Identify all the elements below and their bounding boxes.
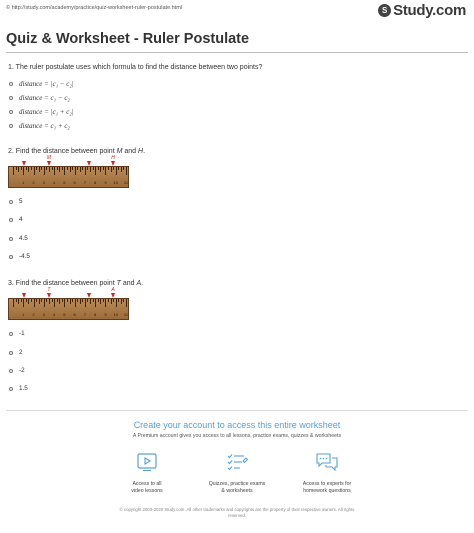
ruler-tick bbox=[108, 167, 109, 170]
ruler-tick bbox=[85, 167, 86, 175]
logo-icon: S bbox=[378, 4, 391, 17]
ruler-tick bbox=[26, 167, 27, 170]
ruler-tick bbox=[31, 167, 32, 170]
ruler-tick bbox=[18, 167, 19, 172]
option-label: 4.5 bbox=[19, 235, 28, 242]
page-url: © http://study.com/academy/practice/quiz-worksheet-ruler-postulate.html bbox=[6, 5, 183, 11]
ruler-tick bbox=[90, 167, 91, 172]
point-marker bbox=[22, 293, 26, 298]
ruler-tick bbox=[121, 299, 122, 304]
copyright-line: © copyright 2003-2020 Study.com. All other trademarks and copyrights are the property of their respective owners. All rights bbox=[119, 507, 355, 512]
question-text: The ruler postulate uses which formula to find the distance between two points? bbox=[15, 64, 263, 71]
point-label: M bbox=[46, 155, 52, 161]
ruler-tick bbox=[95, 167, 96, 175]
ruler-tick bbox=[59, 167, 60, 172]
ruler-tick bbox=[80, 299, 81, 304]
ruler-tick bbox=[52, 167, 53, 170]
ruler-tick bbox=[62, 167, 63, 170]
radio-button[interactable] bbox=[9, 351, 13, 355]
ruler-tick bbox=[67, 299, 68, 302]
ruler-tick bbox=[28, 299, 29, 304]
ruler-tick bbox=[39, 299, 40, 304]
ruler-tick bbox=[108, 299, 109, 302]
q3-option-1[interactable] bbox=[9, 330, 25, 337]
point-label: T bbox=[47, 287, 51, 293]
ruler-tick bbox=[100, 299, 101, 304]
ruler-number: 10 bbox=[113, 180, 118, 185]
create-account-link[interactable]: Create your account to access this entire worksheet bbox=[133, 420, 341, 430]
radio-button[interactable] bbox=[9, 369, 13, 373]
ruler-tick bbox=[111, 167, 112, 172]
ruler-tick bbox=[118, 299, 119, 302]
ruler-tick bbox=[62, 299, 63, 302]
option-label: distance = c₁ + c₂ bbox=[19, 122, 70, 130]
ruler-tick bbox=[34, 167, 35, 175]
ruler-tick bbox=[105, 167, 106, 175]
question-number: 2. bbox=[8, 148, 14, 155]
video-icon bbox=[135, 452, 159, 472]
checklist-icon bbox=[225, 452, 249, 472]
point-a: T bbox=[116, 280, 121, 287]
ruler-tick bbox=[72, 167, 73, 170]
ruler-number: 7 bbox=[83, 180, 87, 185]
ruler-tick bbox=[82, 167, 83, 170]
q1-option-3[interactable] bbox=[9, 108, 74, 116]
ruler-number: 8 bbox=[94, 180, 97, 185]
ruler-number: 11 bbox=[123, 312, 129, 317]
ruler-tick bbox=[49, 299, 50, 304]
q1-option-2[interactable] bbox=[9, 94, 70, 102]
ruler-tick bbox=[105, 299, 106, 307]
option-label: -2 bbox=[19, 367, 25, 374]
ruler-number: 6 bbox=[73, 180, 76, 185]
ruler-tick bbox=[126, 299, 127, 307]
question-2 bbox=[8, 148, 145, 155]
ruler-tick bbox=[70, 167, 71, 172]
ruler-tick bbox=[64, 299, 65, 307]
question-text: . bbox=[141, 280, 144, 287]
title-divider bbox=[6, 52, 468, 53]
point-marker bbox=[87, 161, 91, 166]
ruler-number: 4 bbox=[52, 312, 56, 317]
radio-button[interactable] bbox=[9, 110, 13, 114]
ruler-number: 1 bbox=[22, 180, 25, 185]
ruler-tick bbox=[116, 299, 117, 307]
ruler-tick bbox=[57, 167, 58, 170]
ruler-tick bbox=[103, 299, 104, 302]
ruler-tick bbox=[87, 167, 88, 170]
ruler-tick bbox=[123, 299, 124, 302]
ruler-number: 2 bbox=[32, 180, 35, 185]
feature-label: Access to all bbox=[132, 481, 162, 487]
feature-video-lessons bbox=[97, 452, 197, 495]
footer-divider bbox=[6, 410, 468, 411]
ruler-image bbox=[8, 287, 129, 320]
ruler-number: 2 bbox=[32, 312, 35, 317]
ruler-tick bbox=[100, 167, 101, 172]
ruler-number: 8 bbox=[94, 312, 97, 317]
ruler-tick bbox=[34, 299, 35, 307]
ruler-tick bbox=[64, 167, 65, 175]
ruler-tick bbox=[93, 299, 94, 302]
question-text: Find the distance between point bbox=[15, 280, 117, 287]
ruler-tick bbox=[36, 299, 37, 302]
question-text: Find the distance between point bbox=[15, 148, 117, 155]
feature-experts bbox=[277, 452, 377, 495]
ruler-tick bbox=[59, 299, 60, 304]
ruler-tick bbox=[41, 167, 42, 170]
ruler-number: 9 bbox=[104, 180, 107, 185]
option-label: 5 bbox=[19, 198, 23, 205]
ruler-tick bbox=[49, 167, 50, 172]
option-label: distance = |c₁ − c₂| bbox=[19, 80, 74, 88]
q1-option-4[interactable] bbox=[9, 122, 70, 130]
ruler-tick bbox=[75, 299, 76, 307]
point-marker bbox=[111, 161, 115, 166]
ruler-tick bbox=[121, 167, 122, 172]
ruler-tick bbox=[116, 167, 117, 175]
ruler-tick bbox=[126, 167, 127, 175]
ruler-number: 5 bbox=[63, 180, 66, 185]
question-number: 3. bbox=[8, 280, 14, 287]
point-marker bbox=[47, 293, 51, 298]
radio-button[interactable] bbox=[9, 82, 13, 86]
feature-label: & worksheets bbox=[221, 488, 253, 494]
ruler-tick bbox=[98, 299, 99, 302]
ruler-tick bbox=[39, 167, 40, 172]
radio-button[interactable] bbox=[9, 255, 13, 259]
point-b: H bbox=[138, 148, 144, 155]
option-label: distance = |c₁ + c₂| bbox=[19, 108, 74, 116]
ruler-number: 3 bbox=[42, 180, 45, 185]
ruler-tick bbox=[93, 167, 94, 170]
ruler-tick bbox=[36, 167, 37, 170]
ruler-tick bbox=[103, 167, 104, 170]
feature-label: Access to experts for bbox=[302, 481, 352, 487]
ruler-tick bbox=[85, 299, 86, 307]
ruler-tick bbox=[31, 299, 32, 302]
point-marker bbox=[22, 161, 26, 166]
feature-quizzes bbox=[187, 452, 287, 495]
feature-label: homework questions bbox=[303, 488, 351, 494]
ruler-number: 10 bbox=[113, 312, 118, 317]
point-marker bbox=[47, 161, 51, 166]
ruler-tick bbox=[111, 299, 112, 304]
ruler-number: 5 bbox=[63, 312, 66, 317]
q3-option-3[interactable] bbox=[9, 367, 25, 374]
ruler-number: 9 bbox=[104, 312, 107, 317]
option-label: 4 bbox=[19, 216, 23, 223]
ruler-tick bbox=[123, 167, 124, 170]
ruler-tick bbox=[80, 167, 81, 172]
premium-description: A Premium account gives you access to all lessons, practice exams, quizzes & worksheets bbox=[132, 433, 342, 439]
ruler-tick bbox=[54, 299, 55, 307]
ruler-tick bbox=[72, 299, 73, 302]
q2-option-3[interactable] bbox=[9, 235, 28, 242]
radio-button[interactable] bbox=[9, 124, 13, 128]
radio-button[interactable] bbox=[9, 200, 13, 204]
ruler-number: 4 bbox=[52, 180, 56, 185]
question-text: and bbox=[122, 148, 139, 155]
ruler-tick bbox=[18, 299, 19, 304]
ruler-number: 11 bbox=[123, 180, 129, 185]
point-label: A bbox=[111, 287, 115, 293]
option-label: 1.5 bbox=[19, 385, 28, 392]
radio-button[interactable] bbox=[9, 237, 13, 241]
ruler-tick bbox=[67, 167, 68, 170]
ruler-tick bbox=[13, 167, 14, 175]
ruler-tick bbox=[87, 299, 88, 302]
point-marker bbox=[111, 293, 115, 298]
ruler-tick bbox=[54, 167, 55, 175]
ruler-tick bbox=[16, 299, 17, 302]
question-text: . bbox=[143, 148, 146, 155]
ruler-tick bbox=[23, 299, 24, 307]
ruler-tick bbox=[70, 299, 71, 304]
ruler-tick bbox=[77, 167, 78, 170]
copyright-line: reserved. bbox=[228, 513, 246, 518]
question-1 bbox=[8, 64, 262, 71]
ruler-number: 1 bbox=[22, 312, 25, 317]
q3-option-2[interactable] bbox=[9, 349, 23, 356]
ruler-tick bbox=[21, 167, 22, 170]
ruler-number: 6 bbox=[73, 312, 76, 317]
page-title: Quiz & Worksheet - Ruler Postulate bbox=[6, 31, 250, 47]
ruler-number: 7 bbox=[83, 312, 87, 317]
copyright-text bbox=[0, 507, 474, 519]
ruler-tick bbox=[46, 167, 47, 170]
ruler-tick bbox=[46, 299, 47, 302]
ruler-tick bbox=[98, 167, 99, 170]
ruler-tick bbox=[26, 299, 27, 302]
question-text: and bbox=[120, 280, 137, 287]
question-number: 1. bbox=[8, 64, 14, 71]
study-logo[interactable] bbox=[378, 2, 466, 19]
ruler-tick bbox=[57, 299, 58, 302]
q2-option-2[interactable] bbox=[9, 216, 23, 223]
radio-button[interactable] bbox=[9, 218, 13, 222]
ruler-tick bbox=[118, 167, 119, 170]
point-b: A bbox=[136, 280, 142, 287]
option-label: 2 bbox=[19, 349, 23, 356]
ruler-tick bbox=[44, 299, 45, 307]
option-label: -1 bbox=[19, 330, 25, 337]
ruler-tick bbox=[41, 299, 42, 302]
point-a: M bbox=[116, 148, 123, 155]
q2-option-4[interactable] bbox=[9, 253, 30, 260]
ruler-tick bbox=[21, 299, 22, 302]
chat-icon bbox=[315, 452, 339, 472]
radio-button[interactable] bbox=[9, 96, 13, 100]
ruler-tick bbox=[95, 299, 96, 307]
ruler-tick bbox=[52, 299, 53, 302]
point-marker bbox=[87, 293, 91, 298]
point-label: H bbox=[111, 155, 115, 161]
radio-button[interactable] bbox=[9, 387, 13, 391]
ruler-tick bbox=[44, 167, 45, 175]
ruler-tick bbox=[77, 299, 78, 302]
ruler-tick bbox=[23, 167, 24, 175]
ruler-tick bbox=[75, 167, 76, 175]
ruler-image bbox=[8, 155, 129, 188]
q3-option-4[interactable] bbox=[9, 385, 28, 392]
ruler-tick bbox=[113, 167, 114, 170]
q2-option-1[interactable] bbox=[9, 198, 23, 205]
ruler-tick bbox=[90, 299, 91, 304]
ruler-number: 3 bbox=[42, 312, 45, 317]
option-label: distance = c₁ − c₂ bbox=[19, 94, 70, 102]
ruler-tick bbox=[16, 167, 17, 170]
question-3 bbox=[8, 280, 143, 287]
feature-label: video lessons bbox=[131, 488, 163, 494]
ruler-tick bbox=[13, 299, 14, 307]
ruler-tick bbox=[28, 167, 29, 172]
ruler-tick bbox=[82, 299, 83, 302]
ruler-tick bbox=[113, 299, 114, 302]
feature-label: Quizzes, practice exams bbox=[208, 481, 266, 487]
radio-button[interactable] bbox=[9, 332, 13, 336]
option-label: -4.5 bbox=[19, 253, 30, 260]
logo-text: Study.com bbox=[393, 2, 466, 19]
q1-option-1[interactable] bbox=[9, 80, 74, 88]
